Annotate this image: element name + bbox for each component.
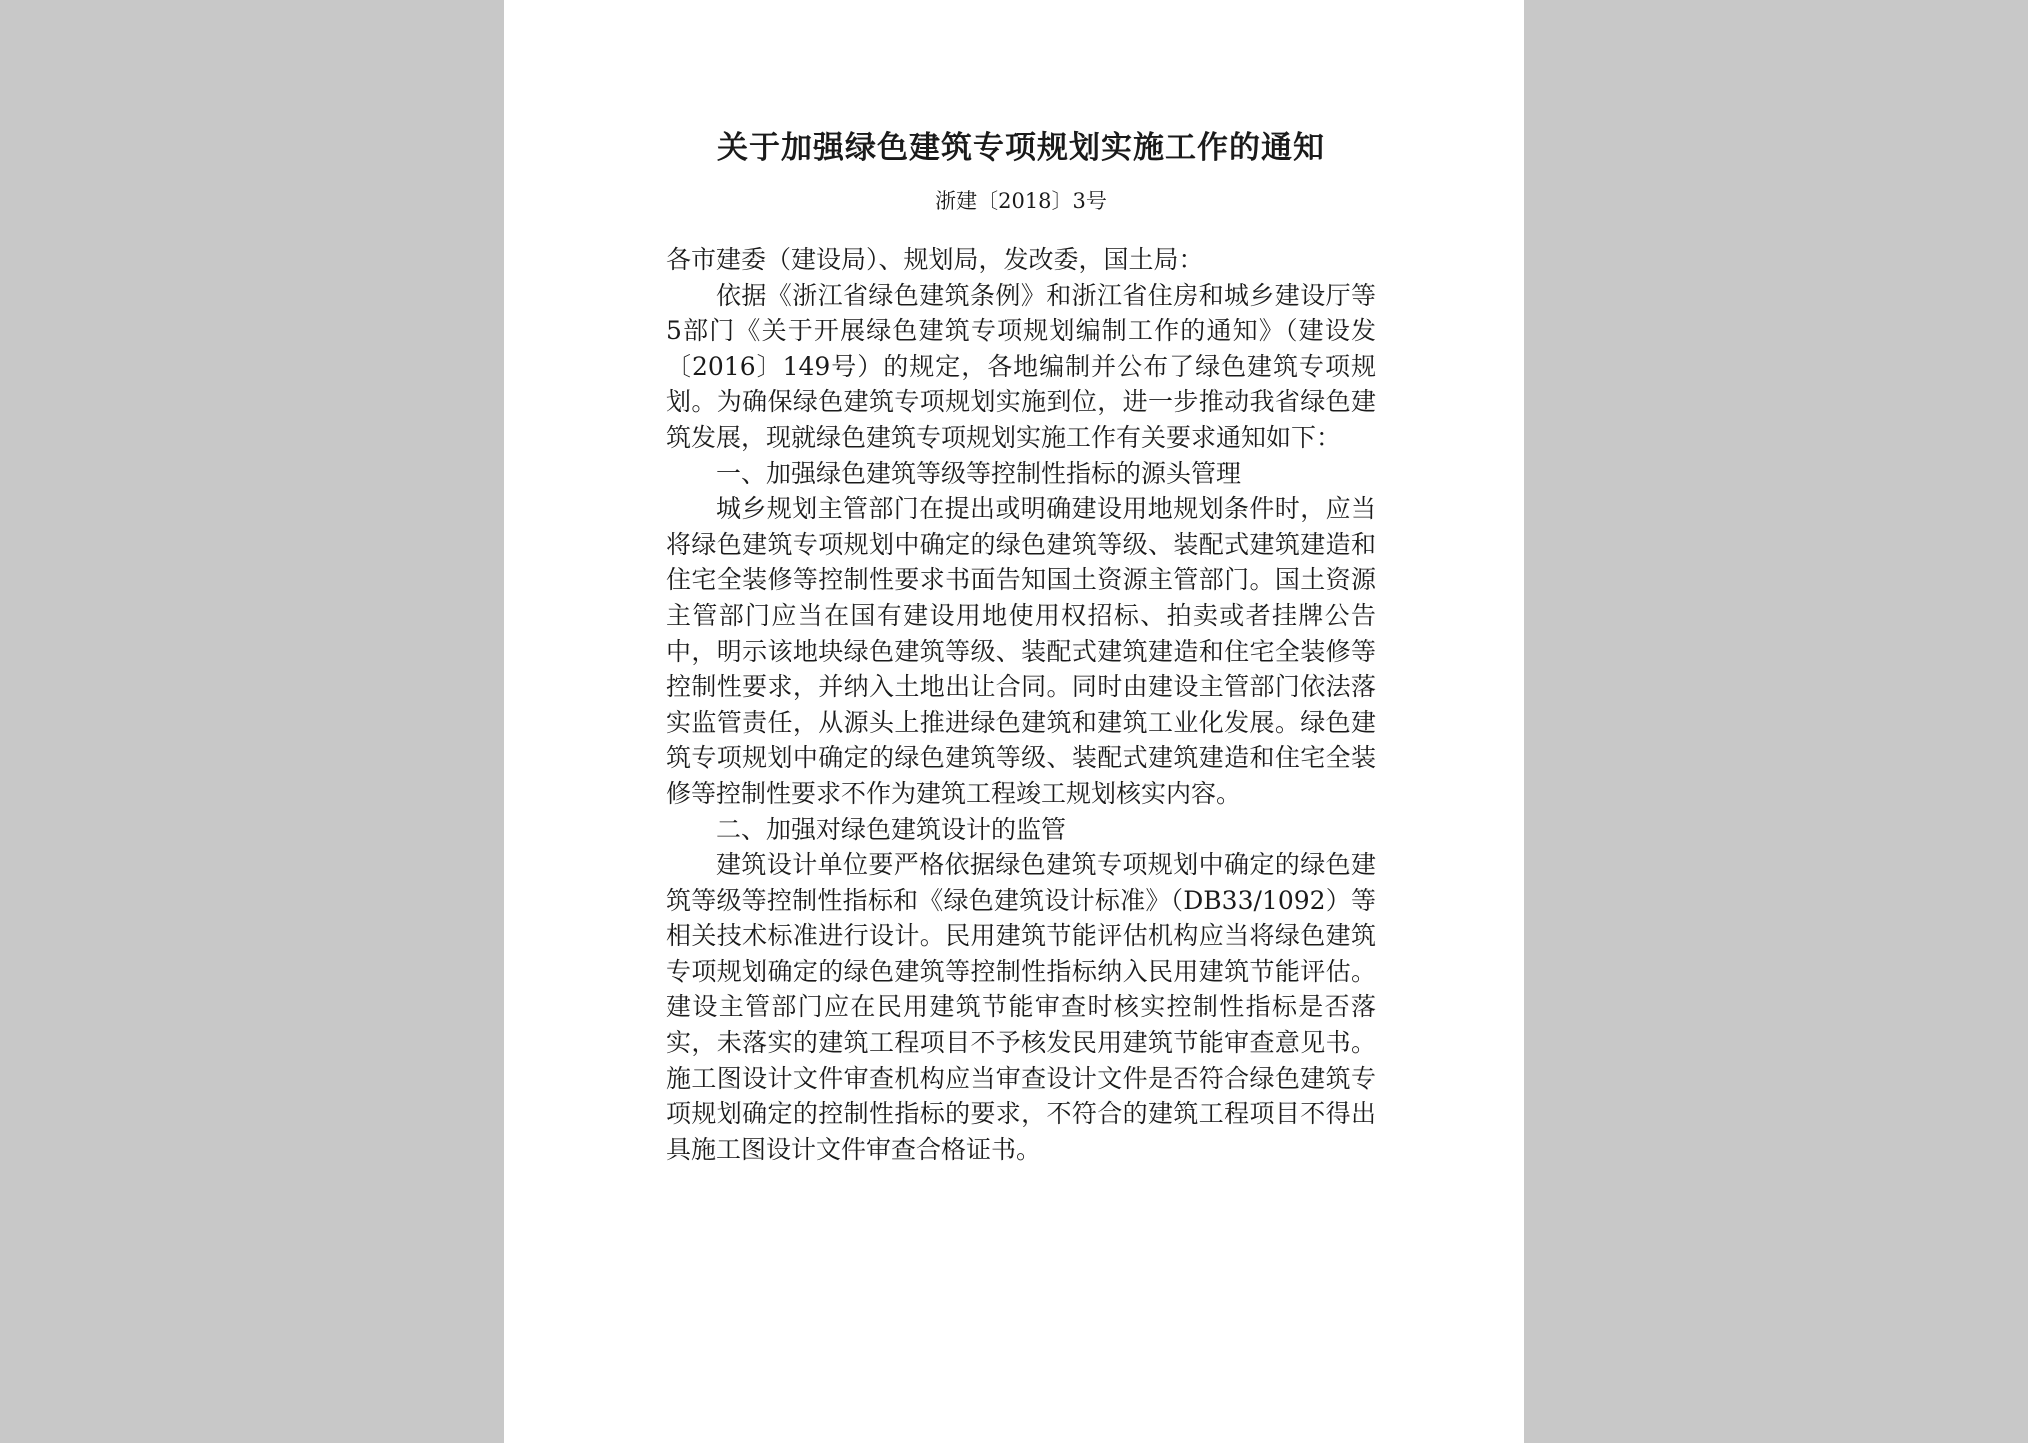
salutation: 各市建委（建设局）、规划局，发改委，国土局：	[666, 245, 1204, 274]
intro-paragraph: 依据《浙江省绿色建筑条例》和浙江省住房和城乡建设厅等5部门《关于开展绿色建筑专项规划编制工作的通知》（建设发〔2016〕149号）的规定，各地编制并公布了绿色建筑专项规划。为确保绿色建筑专项规划实施到位，进一步推动我省绿色建筑发展，现就绿色建筑专项规划实施工作有关要求通知如下：	[666, 280, 1376, 452]
document-title: 关于加强绿色建筑专项规划实施工作的通知	[717, 130, 1325, 166]
document-body	[666, 242, 1376, 1167]
section-1-heading: 一、加强绿色建筑等级等控制性指标的源头管理	[716, 458, 1242, 488]
document-page	[504, 0, 1524, 1443]
document-number: 浙建〔2018〕3号	[935, 189, 1107, 213]
section-2-heading: 二、加强对绿色建筑设计的监管	[716, 814, 1067, 844]
section-2-paragraph: 建筑设计单位要严格依据绿色建筑专项规划中确定的绿色建筑等级等控制性指标和《绿色建筑设计标准》（DB33/1092）等相关技术标准进行设计。民用建筑节能评估机构应当将绿色建筑专项规划确定的绿色建筑等控制性指标纳入民用建筑节能评估。建设主管部门应在民用建筑节能审查时核实控制性指标是否落实，未落实的建筑工程项目不予核发民用建筑节能审查意见书。施工图设计文件审查机构应当审查设计文件是否符合绿色建筑专项规划确定的控制性指标的要求，不符合的建筑工程项目不得出具施工图设计文件审查合格证书。	[666, 850, 1376, 1164]
page-content	[666, 118, 1376, 1167]
section-1-paragraph: 城乡规划主管部门在提出或明确建设用地规划条件时，应当将绿色建筑专项规划中确定的绿色建筑等级、装配式建筑建造和住宅全装修等控制性要求书面告知国土资源主管部门。国土资源主管部门应当在国有建设用地使用权招标、拍卖或者挂牌公告中，明示该地块绿色建筑等级、装配式建筑建造和住宅全装修等控制性要求，并纳入土地出让合同。同时由建设主管部门依法落实监管责任，从源头上推进绿色建筑和建筑工业化发展。绿色建筑专项规划中确定的绿色建筑等级、装配式建筑建造和住宅全装修等控制性要求不作为建筑工程竣工规划核实内容。	[666, 494, 1376, 808]
